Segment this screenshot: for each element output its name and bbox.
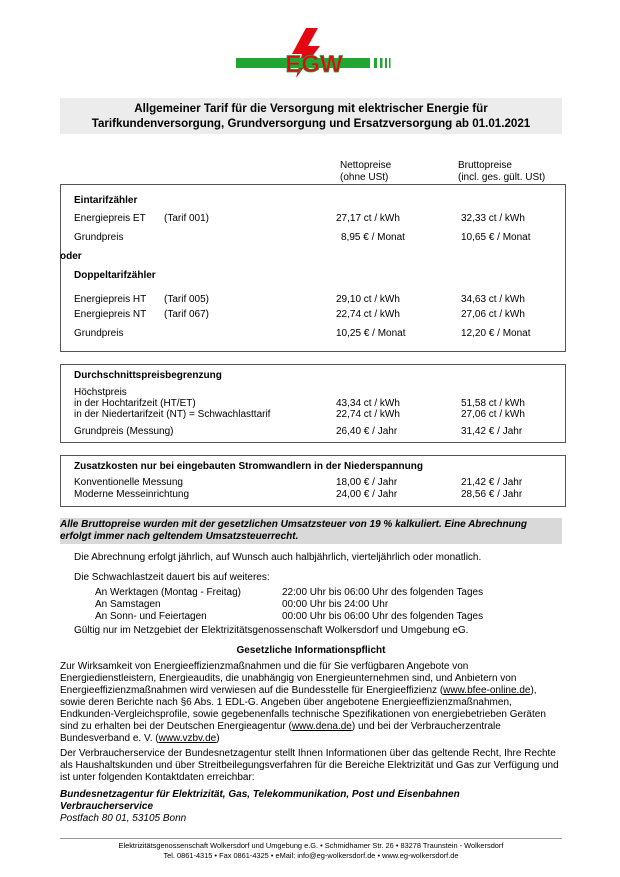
average-heading: Durchschnittspreisbegrenzung: [74, 370, 222, 381]
footer-divider: [60, 838, 562, 839]
avg-ht-gross: 51,58 ct / kWh: [461, 398, 525, 409]
net-header-1: Nettopreise: [340, 160, 392, 171]
single-energy-code: (Tarif 001): [164, 213, 210, 224]
avg-nt-label: in der Niedertarifzeit (NT) = Schwachlasttarif: [74, 409, 271, 420]
nt-energy-gross: 27,06 ct / kWh: [461, 309, 525, 320]
single-tariff-heading: Eintarifzähler: [74, 195, 138, 206]
info-paragraph-1: [60, 661, 562, 745]
modern-label: Moderne Messeinrichtung: [74, 489, 190, 500]
single-base-label: Grundpreis: [74, 232, 124, 243]
avg-ht-label: in der Hochtarifzeit (HT/ET): [74, 398, 196, 409]
dena-link[interactable]: www.dena.de: [291, 721, 352, 732]
double-base-gross: 12,20 € / Monat: [461, 328, 531, 339]
offpeak-day-1: An Werktagen (Montag - Freitag): [95, 587, 241, 598]
single-base-net: 8,95 € / Monat: [341, 232, 405, 243]
offpeak-time-1: 22:00 Uhr bis 06:00 Uhr des folgenden Tages: [282, 587, 484, 598]
modern-gross: 28,56 € / Jahr: [461, 489, 523, 500]
gross-header-1: Bruttopreise: [458, 160, 512, 171]
or-label: oder: [60, 251, 82, 262]
double-base-label: Grundpreis: [74, 328, 124, 339]
ht-energy-label: Energiepreis HT: [74, 294, 147, 305]
billing-text: Die Abrechnung erfolgt jährlich, auf Wunsch auch halbjährlich, vierteljährlich oder monatlich.: [74, 552, 482, 563]
footer-address: Elektrizitätsgenossenschaft Wolkersdorf und Umgebung e.G. • Schmidhamer Str. 26 • 83278 Traunstein - Wolkersdorf: [118, 841, 504, 850]
offpeak-time-2: 00:00 Uhr bis 24:00 Uhr: [282, 599, 389, 610]
info-paragraph-2: Der Verbraucherservice der Bundesnetzagentur stellt Ihnen Informationen über das geltende Recht, Ihre Rechte als Haushaltskunden und über Streitbeilegungsverfahren für die Bereiche Elektrizität und Gas zur Verfügung und ist unter folgenden Kontaktdaten erreichbar:: [60, 748, 559, 783]
avg-nt-net: 22,74 ct / kWh: [336, 409, 400, 420]
avg-ht-net: 43,34 ct / kWh: [336, 398, 400, 409]
logo-text: EGW: [285, 51, 343, 78]
double-base-net: 10,25 € / Monat: [336, 328, 406, 339]
agency-service: Verbraucherservice: [60, 801, 154, 812]
conventional-net: 18,00 € / Jahr: [336, 477, 398, 488]
egw-logo: [236, 28, 392, 88]
info-heading: Gesetzliche Informationspflicht: [236, 645, 386, 656]
net-header-2: (ohne USt): [340, 172, 389, 183]
avg-base-gross: 31,42 € / Jahr: [461, 426, 523, 437]
avg-nt-gross: 27,06 ct / kWh: [461, 409, 525, 420]
validity-text: Gültig nur im Netzgebiet der Elektrizitätsgenossenschaft Wolkersdorf und Umgebung eG.: [74, 625, 469, 636]
agency-name: Bundesnetzagentur für Elektrizität, Gas, Telekommunikation, Post und Eisenbahnen: [60, 789, 460, 800]
conventional-gross: 21,42 € / Jahr: [461, 477, 523, 488]
offpeak-time-3: 00:00 Uhr bis 06:00 Uhr des folgenden Tages: [282, 611, 484, 622]
ht-energy-code: (Tarif 005): [164, 294, 210, 305]
info-text-a: Zur Wirksamkeit von Energieeffizienzmaßnahmen und die für Sie verfügbaren Angebote von Energiedienstleistern, Energieaudits, die unabhängig von Energieunternehmen sind, und Anbietern von Energieeffizienzmaßnahmen wird verwiesen auf die Bundesstelle für Energieeffizienz (: [60, 661, 517, 696]
nt-energy-label: Energiepreis NT: [74, 309, 147, 320]
info-text-b: ), sowie deren Berichte nach §6 Abs. 1 EDL-G. Angeben über angebotene Energieeffizienzmaßnahmen, Endkunden-Vergleichsprofile, sowie gegebenenfalls technische Spezifikationen von energiebetrieben Geräten sind zu erhalten bei der Deutschen Energieagentur (: [60, 685, 546, 732]
avg-base-net: 26,40 € / Jahr: [336, 426, 398, 437]
single-energy-label: Energiepreis ET: [74, 213, 146, 224]
offpeak-day-3: An Sonn- und Feiertagen: [95, 611, 207, 622]
info-text-d: ): [216, 733, 220, 744]
avg-base-label: Grundpreis (Messung): [74, 426, 174, 437]
nt-energy-code: (Tarif 067): [164, 309, 210, 320]
extra-heading: Zusatzkosten nur bei eingebauten Stromwandlern in der Niederspannung: [74, 461, 423, 472]
single-base-gross: 10,65 € / Monat: [461, 232, 531, 243]
double-tariff-heading: Doppeltarifzähler: [74, 270, 156, 281]
single-energy-gross: 32,33 ct / kWh: [461, 213, 525, 224]
tariff-box: [60, 184, 566, 352]
footer-contact: Tel. 0861-4315 • Fax 0861-4325 • eMail: info@eg-wolkersdorf.de • www.eg-wolkersdorf.de: [163, 851, 459, 860]
modern-net: 24,00 € / Jahr: [336, 489, 398, 500]
bfee-link[interactable]: www.bfee-online.de: [443, 685, 531, 696]
nt-energy-net: 22,74 ct / kWh: [336, 309, 400, 320]
vzbv-link[interactable]: www.vzbv.de: [158, 733, 217, 744]
agency-address: Postfach 80 01, 53105 Bonn: [60, 813, 187, 824]
tax-note: Alle Bruttopreise wurden mit der gesetzlichen Umsatzsteuer von 19 % kalkuliert. Eine Abrechnung erfolgt immer nach geltendem Umsatzsteuerrecht.: [60, 519, 527, 542]
conventional-label: Konventionelle Messung: [74, 477, 183, 488]
page-title-line1: Allgemeiner Tarif für die Versorgung mit elektrischer Energie für: [134, 102, 488, 115]
ht-energy-gross: 34,63 ct / kWh: [461, 294, 525, 305]
gross-header-2: (incl. ges. gült. USt): [458, 172, 546, 183]
offpeak-day-2: An Samstagen: [95, 599, 161, 610]
info-text-c: ) und bei der Verbraucherzentrale Bundesverband e. V. (: [60, 721, 501, 744]
ht-energy-net: 29,10 ct / kWh: [336, 294, 400, 305]
max-price-label: Höchstpreis: [74, 387, 127, 398]
page-title-line2: Tarifkundenversorgung, Grundversorgung und Ersatzversorgung ab 01.01.2021: [91, 117, 531, 130]
single-energy-net: 27,17 ct / kWh: [336, 213, 400, 224]
offpeak-intro: Die Schwachlastzeit dauert bis auf weiteres:: [74, 572, 270, 583]
